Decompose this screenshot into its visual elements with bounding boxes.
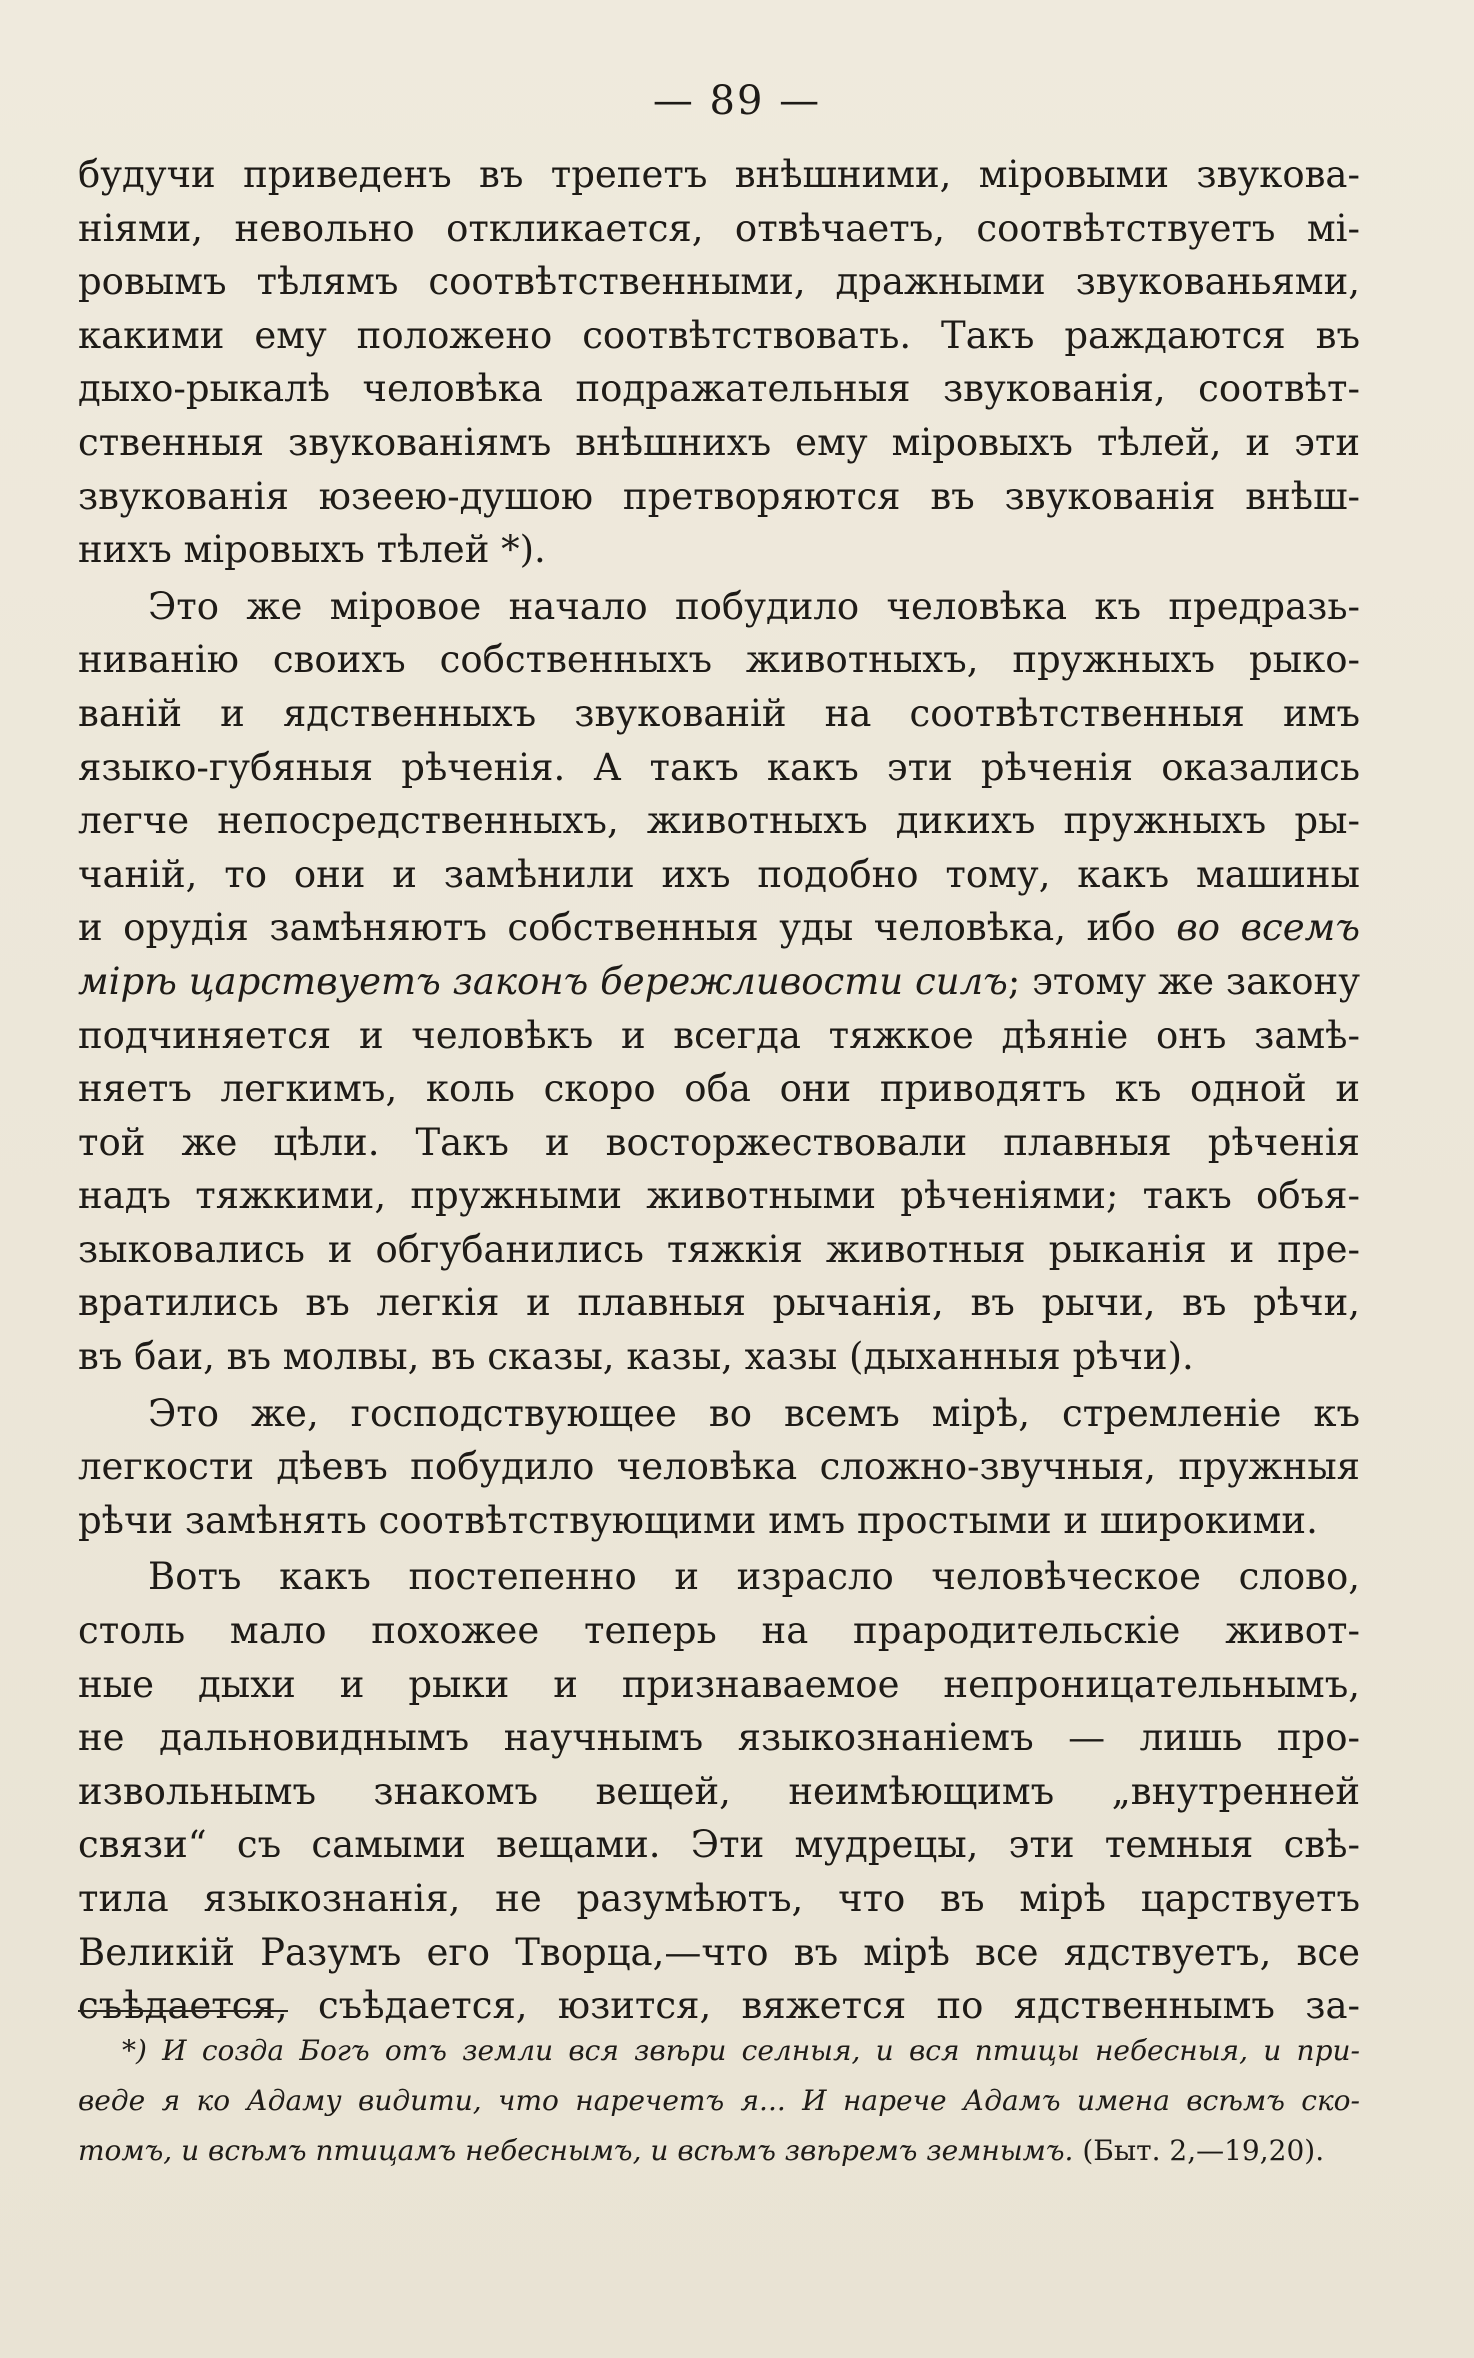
text-line: Великій Разумъ его Творца,—что въ мірѣ все ядствуетъ, все: [78, 1930, 1360, 1974]
italic-segment: мірѣ царствуетъ законъ бережливости силъ: [78, 959, 1008, 1003]
text-line: связи“ съ самыми вещами. Эти мудрецы, эти темныя свѣ-: [78, 1823, 1360, 1867]
text-line: подчиняется и человѣкъ и всегда тяжкое дѣяніе онъ замѣ-: [78, 1013, 1360, 1057]
text-line: зыковались и обгубанились тяжкія животныя рыканія и пре-: [78, 1227, 1360, 1271]
footnote-line-mixed: [78, 2126, 1360, 2176]
text-line: Вотъ какъ постепенно и израсло человѣческое слово,: [148, 1555, 1360, 1599]
text-line: въ баи, въ молвы, въ сказы, казы, хазы (дыханныя рѣчи).: [78, 1335, 1194, 1379]
page-number: — 89 —: [652, 78, 822, 124]
text-segment: ; этому же закону: [1007, 959, 1360, 1003]
text-line: какими ему положено соотвѣтствовать. Такъ раждаются въ: [78, 313, 1360, 357]
text-line: той же цѣли. Такъ и восторжествовали плавныя рѣченія: [78, 1120, 1360, 1164]
footnote: [78, 2026, 1360, 2176]
text-line: ственныя звукованіямъ внѣшнихъ ему міровыхъ тѣлей, и эти: [78, 420, 1360, 464]
text-line: извольнымъ знакомъ вещей, неимѣющимъ „внутренней: [78, 1769, 1360, 1813]
text-line: будучи приведенъ въ трепетъ внѣшними, міровыми звукова-: [78, 153, 1360, 196]
text-line: ваній и ядственныхъ звукованій на соотвѣтственныя имъ: [78, 691, 1360, 735]
text-line: языко-губяныя рѣченія. А такъ какъ эти рѣченія оказались: [78, 745, 1360, 789]
text-line: нихъ міровыхъ тѣлей *).: [78, 528, 546, 572]
footnote-line: веде я ко Адаму видити, что наречетъ я... И нарече Адамъ имена всѣмъ ско-: [78, 2084, 1360, 2117]
text-line: рѣчи замѣнять соотвѣтствующими имъ простыми и широкими.: [78, 1498, 1318, 1542]
footnote-reference: (Быт. 2,—19,20).: [1082, 2134, 1325, 2167]
text-line: ниванію своихъ собственныхъ животныхъ, пружныхъ рыко-: [78, 638, 1360, 682]
text-segment: и орудія замѣняютъ собственныя уды человѣка, ибо: [78, 906, 1156, 950]
text-line: съѣдается, съѣдается, юзится, вяжется по ядственнымъ за-: [78, 1984, 1360, 2028]
text-line: тила языкознанія, не разумѣютъ, что въ мірѣ царствуетъ: [78, 1877, 1360, 1920]
footnote-divider: [78, 2010, 288, 2012]
footnote-line: *) И созда Богъ отъ земли вся звѣри селныя, и вся птицы небесныя, и при-: [122, 2034, 1360, 2067]
text-line: звукованія юзеею-душою претворяются въ звукованія внѣш-: [78, 474, 1360, 518]
text-line: ные дыхи и рыки и признаваемое непроницательнымъ,: [78, 1662, 1360, 1706]
text-line: надъ тяжкими, пружными животными рѣченіями; такъ объя-: [78, 1174, 1360, 1218]
text-line: легкости дѣевъ побудило человѣка сложно-звучныя, пружныя: [78, 1445, 1360, 1489]
text-line: няетъ легкимъ, коль скоро оба они приводятъ къ одной и: [78, 1067, 1360, 1111]
text-line: Это же міровое начало побудило человѣка къ предразь-: [148, 584, 1360, 628]
text-line-mixed: [78, 955, 1360, 1009]
text-line: ніями, невольно откликается, отвѣчаетъ, соотвѣтствуетъ мі-: [78, 206, 1360, 250]
text-line-mixed: [78, 901, 1360, 955]
text-line: легче непосредственныхъ, животныхъ дикихъ пружныхъ ры-: [78, 799, 1360, 843]
text-line: вратились въ легкія и плавныя рычанія, въ рычи, въ рѣчи,: [78, 1281, 1360, 1325]
text-line: ровымъ тѣлямъ соотвѣтственными, дражными звукованьями,: [78, 260, 1360, 304]
text-line: столь мало похожее теперь на прародительскіе живот-: [78, 1609, 1360, 1653]
footnote-text: томъ, и всѣмъ птицамъ небеснымъ, и всѣмъ звѣремъ земнымъ.: [78, 2134, 1074, 2167]
text-line: дыхо-рыкалѣ человѣка подражательныя звукованія, соотвѣт-: [78, 367, 1360, 411]
text-line: Это же, господствующее во всемъ мірѣ, стремленіе къ: [148, 1391, 1360, 1435]
text-line: не дальновиднымъ научнымъ языкознаніемъ — лишь про-: [78, 1716, 1360, 1760]
italic-segment: во всемъ: [1176, 906, 1360, 950]
text-line: чаній, то они и замѣнили ихъ подобно тому, какъ машины: [78, 852, 1360, 896]
body-text: [78, 148, 1360, 2033]
